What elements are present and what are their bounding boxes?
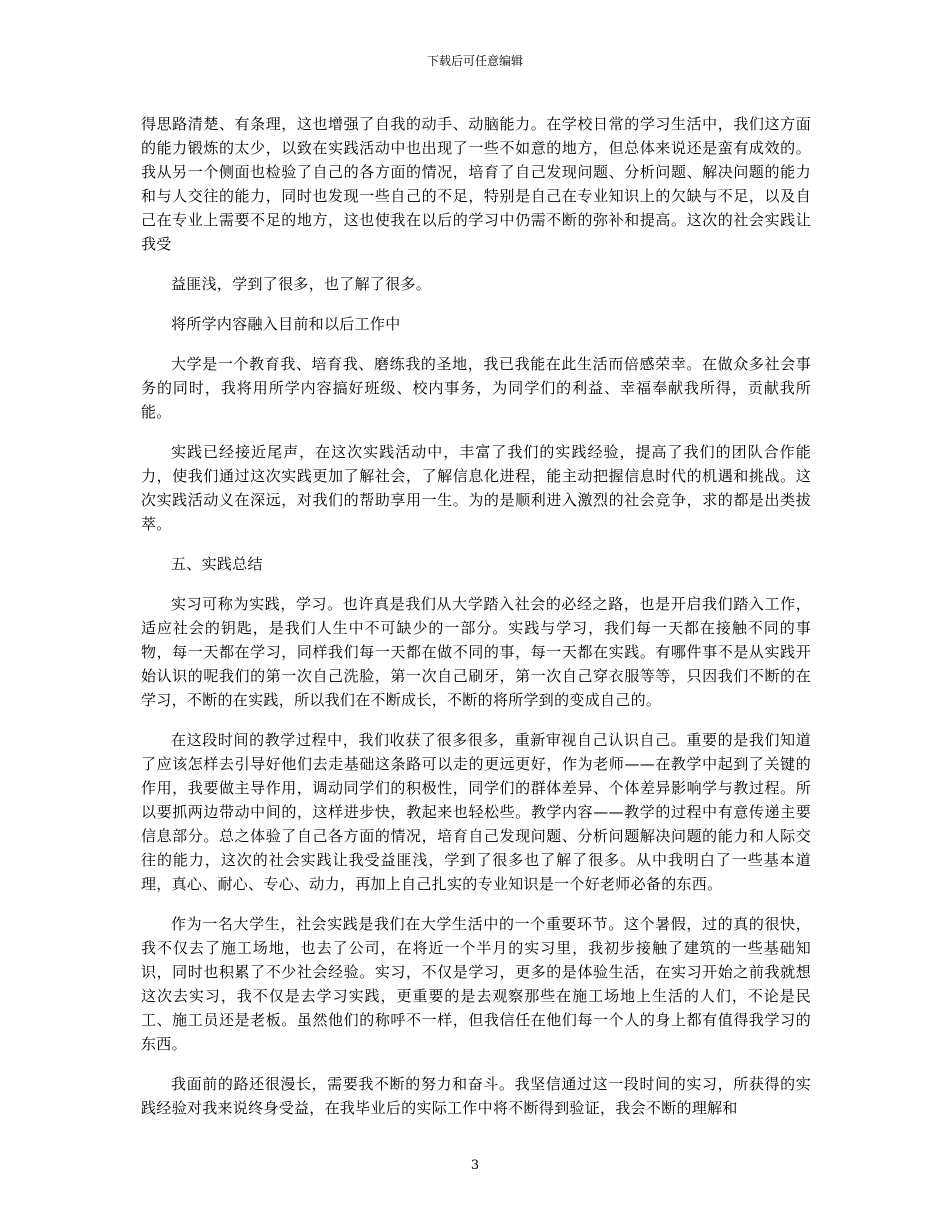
paragraph: 在这段时间的教学过程中，我们收获了很多很多，重新审视自己认识自己。重要的是我们知道了应该怎样去引导好他们去走基础这条路可以走的更远更好，作为老师——在教学中起到了关键的作用，我要做主导作用，调动同学们的积极性，同学们的群体差异、个体差异影响学与教过程。所以要抓两边带动中间的，这样进步快，教起来也轻松些。教学内容——教学的过程中有意传递主要信息部分。总之体验了自己各方面的情况，培育自己发现问题、分析问题解决问题的能力和人际交往的能力，这次的社会实践让我受益匪浅，学到了很多也了解了很多。从中我明白了一些基本道理，真心、耐心、专心、动力，再加上自己扎实的专业知识是一个好老师必备的东西。 <box>141 731 811 893</box>
document-body <box>141 112 811 1136</box>
paragraph: 实习可称为实践，学习。也许真是我们从大学踏入社会的必经之路，也是开启我们踏入工作，适应社会的钥匙，是我们人生中不可缺少的一部分。实践与学习，我们每一天都在接触不同的事物，每一天都在学习，同样我们每一天都在做不同的事，每一天都在实践。有哪件事不是从实践开始认识的呢我们的第一次自己洗脸，第一次自己刷牙，第一次自己穿衣服等等，只因我们不断的在学习，不断的在实践，所以我们在不断成长，不断的将所学到的变成自己的。 <box>141 595 811 709</box>
paragraph: 实践已经接近尾声，在这次实践活动中，丰富了我们的实践经验，提高了我们的团队合作能力，使我们通过这次实践更加了解社会，了解信息化进程，能主动把握信息时代的机遇和挑战。这次实践活动义在深远，对我们的帮助享用一生。为的是顺利进入激烈的社会竞争，求的都是出类拔萃。 <box>141 443 811 533</box>
section-heading: 五、实践总结 <box>171 555 263 573</box>
paragraph-continuation: 得思路清楚、有条理，这也增强了自我的动手、动脑能力。在学校日常的学习生活中，我们这方面的能力锻炼的太少，以致在实践活动中也出现了一些不如意的地方，但总体来说还是蛮有成效的。我从另一个侧面也检验了自己的各方面的情况，培育了自己发现问题、分析问题、解决问题的能力和与人交往的能力，同时也发现一些自己的不足，特别是自己在专业知识上的欠缺与不足，以及自己在专业上需要不足的地方，这也使我在以后的学习中仍需不断的弥补和提高。这次的社会实践让我受 <box>141 115 811 253</box>
page-header: 下载后可任意编辑 <box>426 54 523 68</box>
section-heading: 将所学内容融入目前和以后工作中 <box>171 315 401 333</box>
paragraph: 我面前的路还很漫长，需要我不断的努力和奋斗。我坚信通过这一段时间的实习，所获得的实践经验对我来说终身受益，在我毕业后的实际工作中将不断得到验证，我会不断的理解和 <box>141 1075 811 1117</box>
page-number: 3 <box>470 1158 480 1173</box>
paragraph: 大学是一个教育我、培育我、磨练我的圣地，我已我能在此生活而倍感荣幸。在做众多社会事务的同时，我将用所学内容搞好班级、校内事务，为同学们的利益、幸福奉献我所得，贡献我所能。 <box>141 355 811 421</box>
paragraph: 作为一名大学生，社会实践是我们在大学生活中的一个重要环节。这个暑假，过的真的很快，我不仅去了施工场地，也去了公司，在将近一个半月的实习里，我初步接触了建筑的一些基础知识，同时也积累了不少社会经验。实习，不仅是学习，更多的是体验生活，在实习开始之前我就想这次去实习，我不仅是去学习实践，更重要的是去观察那些在施工场地上生活的人们，不论是民工、施工员还是老板。虽然他们的称呼不一样，但我信任在他们每一个人的身上都有值得我学习的东西。 <box>141 915 811 1053</box>
paragraph-continuation-fragment: 益匪浅，学到了很多，也了解了很多。 <box>171 275 432 293</box>
